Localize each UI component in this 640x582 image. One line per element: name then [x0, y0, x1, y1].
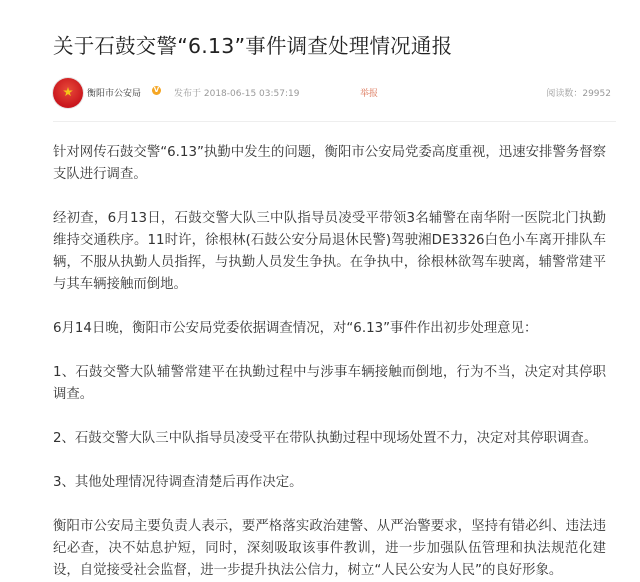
- publish-timestamp: 发布于 2018-06-15 03:57:19: [174, 89, 300, 99]
- paragraph-investigation: 经初查，6月13日，石鼓交警大队三中队指导员凌受平带领3名辅警在南华附一医院北门执勤维持交通秩序。11时许，徐根林(石鼓公安分局退休民警)驾驶湘DE3326白色小车离开排队车辆，不服从执勤人员指挥，与执勤人员发生争执。在争执中，徐根林欲驾车驶离，辅警常建平与其车辆接触而倒地。: [53, 211, 606, 292]
- article-meta: [53, 75, 616, 111]
- paragraph-decision-intro: 6月14日晚，衡阳市公安局党委依据调查情况，对“6.13”事件作出初步处理意见：: [53, 321, 538, 336]
- article-title: 关于石鼓交警“6.13”事件调查处理情况通报: [53, 34, 453, 58]
- meta-divider: [53, 121, 616, 122]
- paragraph-statement: 衡阳市公安局主要负责人表示，要严格落实政治建警、从严治警要求，坚持有错必纠、违法违纪必查，决不姑息护短，同时，深刻吸取该事件教训，进一步加强队伍管理和执法规范化建设，自觉接受社会监督，进一步提升执法公信力，树立“人民公安为人民”的良好形象。: [53, 519, 606, 578]
- article-content: [53, 142, 616, 582]
- author-name[interactable]: 衡阳市公安局: [87, 89, 142, 99]
- paragraph-decision-2: 2、石鼓交警大队三中队指导员凌受平在带队执勤过程中现场处置不力，决定对其停职调查。: [53, 431, 598, 446]
- author-avatar[interactable]: [53, 78, 83, 108]
- paragraph-decision-1: 1、石鼓交警大队辅警常建平在执勤过程中与涉事车辆接触而倒地，行为不当，决定对其停职调查。: [53, 365, 606, 402]
- verified-badge-icon: V: [153, 86, 160, 94]
- paragraph-decision-3: 3、其他处理情况待调查清楚后再作决定。: [53, 475, 303, 490]
- read-count: 阅读数：29952: [546, 89, 611, 99]
- paragraph-intro: 针对网传石鼓交警“6.13”执勤中发生的问题，衡阳市公安局党委高度重视，迅速安排警务督察支队进行调查。: [53, 145, 606, 182]
- report-link[interactable]: 举报: [360, 89, 379, 99]
